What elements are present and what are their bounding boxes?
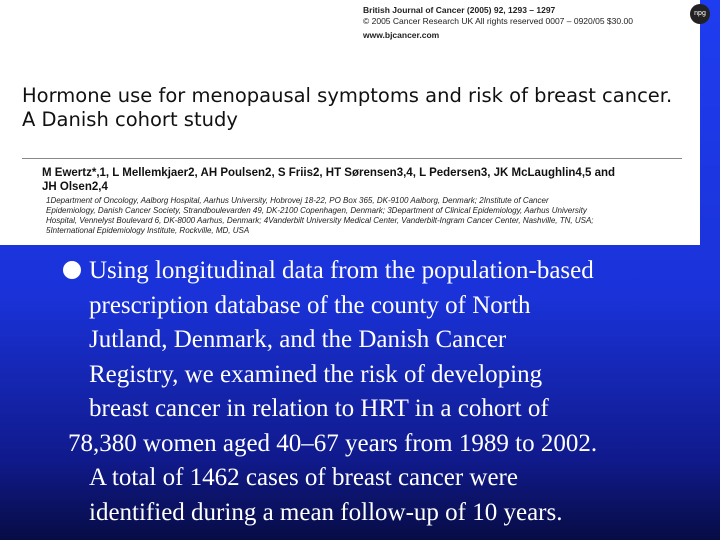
bullet-text-line: A total of 1462 cases of breast cancer were xyxy=(89,464,518,491)
bullet-text-line: breast cancer in relation to HRT in a cohort of xyxy=(89,395,549,422)
affiliation-line: 1Department of Oncology, Aalborg Hospital, Aarhus University, Hobrovej 18-22, PO Box 365, DK-9100 Aalborg, Denmark; 2Institute of Cancer xyxy=(46,196,549,205)
journal-info xyxy=(363,5,633,41)
bullet-text-line: prescription database of the county of North xyxy=(89,291,531,319)
bullet-text-line: Jutland, Denmark, and the Danish Cancer xyxy=(89,326,507,353)
affiliation-line: 5International Epidemiology Institute, Rockville, MD, USA xyxy=(46,226,250,235)
bullet-text xyxy=(60,254,710,530)
article-title xyxy=(22,84,692,132)
article-title-line: Hormone use for menopausal symptoms and risk of breast cancer. xyxy=(22,84,673,107)
journal-copyright: © 2005 Cancer Research UK All rights reserved 0007 – 0920/05 $30.00 xyxy=(363,16,633,26)
title-divider xyxy=(22,158,682,159)
bullet-text-line: 78,380 women aged 40–67 years from 1989 to 2002. xyxy=(68,429,598,457)
journal-citation: British Journal of Cancer (2005) 92, 1293 – 1297 xyxy=(363,5,556,15)
bullet-text-line: Using longitudinal data from the population-based xyxy=(89,257,594,284)
affiliation-line: Epidemiology, Danish Cancer Society, Strandboulevarden 49, DK-2100 Copenhagen, Denmark; 3Department of Clinical Epidemiology, Aarhus University xyxy=(46,206,587,215)
bullet-text-line: identified during a mean follow-up of 10 years. xyxy=(89,498,563,526)
authors-line: M Ewertz*,1, L Mellemkjaer2, AH Poulsen2, S Friis2, HT Sørensen3,4, L Pedersen3, JK McLaughlin4,5 and xyxy=(42,167,616,179)
article-title-line: A Danish cohort study xyxy=(22,108,238,131)
journal-url: www.bjcancer.com xyxy=(363,30,440,40)
article-affiliations xyxy=(46,196,676,236)
article-clipping xyxy=(0,0,706,245)
affiliation-line: Hospital, Vennelyst Boulevard 6, DK-8000 Aarhus, Denmark; 4Vanderbilt University Medical Center, Vanderbilt-Ingram Cancer Center, Nashville, TN, USA; xyxy=(46,216,594,225)
bullet-text-line: Registry, we examined the risk of developing xyxy=(89,360,543,388)
article-authors xyxy=(42,166,662,194)
publisher-logo: npg xyxy=(690,4,710,24)
authors-line: JH Olsen2,4 xyxy=(42,181,108,193)
